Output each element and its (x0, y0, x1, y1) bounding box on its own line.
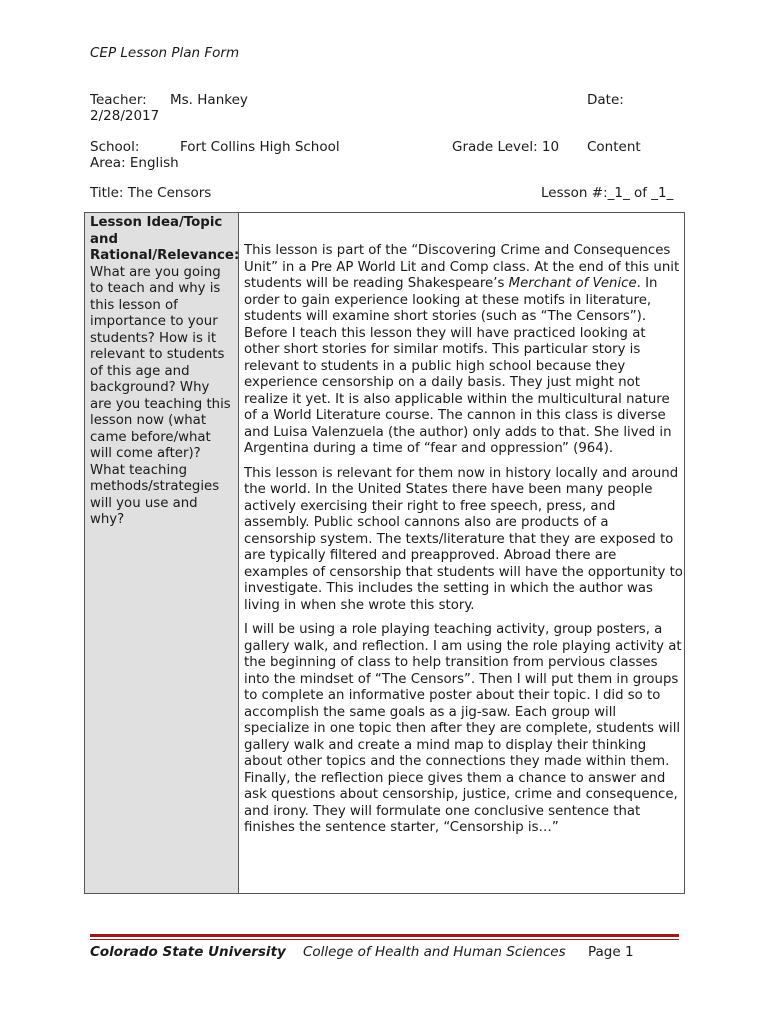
footer-university: Colorado State University (90, 944, 286, 960)
rationale-paragraph-1 (244, 243, 684, 458)
teacher-label: Teacher: (90, 92, 147, 108)
lesson-idea-prompt: What are you going to teach and why is this lesson of importance to your students? How is it relevant to students of this age and background? Why are you teaching this lesson now (what came before/what will come after)? What teaching methods/strategies will you use and why? (90, 264, 231, 527)
lesson-table (84, 212, 685, 894)
date-value: 2/28/2017 (90, 108, 160, 124)
footer-college: College of Health and Human Sciences (303, 944, 566, 960)
lesson-idea-heading: Lesson Idea/Topic and Rational/Relevance: (90, 215, 240, 263)
teacher-name: Ms. Hankey (170, 92, 248, 108)
form-title: CEP Lesson Plan Form (90, 45, 240, 61)
lesson-rationale-cell (244, 243, 684, 845)
lesson-number: Lesson #:_1_ of _1_ (541, 185, 674, 201)
school-label: School: (90, 139, 140, 155)
lesson-title: Title: The Censors (90, 185, 212, 201)
rationale-paragraph-3: I will be using a role playing teaching activity, group posters, a gallery walk, and reflection. I am using the role playing activity at the beginning of class to help transition from pervious classes into the mindset of “The Censors”. Then I will put them in groups to complete an informative poster about their topic. I did so to accomplish the same goals as a jig-saw. Each group will specialize in one topic then after they are complete, students will gallery walk and create a mind map to display their thinking about other topics and the connections they made within them. Finally, the reflection piece gives them a chance to answer and ask questions about censorship, justice, crime and consequence, and irony. They will formulate one conclusive sentence that finishes the sentence starter, “Censorship is…” (244, 622, 682, 835)
footer-rule-thin (90, 939, 679, 940)
school-value: Fort Collins High School (180, 139, 340, 155)
date-label: Date: (587, 92, 624, 108)
lesson-idea-cell (85, 213, 239, 893)
footer-page-number: Page 1 (588, 944, 634, 960)
rationale-paragraph-2: This lesson is relevant for them now in history locally and around the world. In the United States there have been many people actively exercising their right to free speech, press, and assembly. Public school cannons also are products of a censorship system. The texts/literature that they are exposed to are typically filtered and preapproved. Abroad there are examples of censorship that students will have the opportunity to investigate. This includes the setting in which the author was living in when she wrote this story. (244, 465, 683, 613)
p1-text-before: This lesson is part of the “Discovering Crime and Consequences Unit” in a Pre AP World Lit and Comp class. At the end of this unit students will be reading Shakespeare’s (244, 243, 680, 291)
grade-level: Grade Level: 10 (452, 139, 560, 155)
p1-text-after: . In order to gain experience looking at these motifs in literature, students will examine short stories (such as “The Censors”). Before I teach this lesson they will have practiced looking at other short stories for similar motifs. This particular story is relevant to students in a public high school because they experience censorship on a daily basis. They just might not realize it yet. It is also applicable within the multicultural nature of a World Literature course. The cannon in this class is diverse and Luisa Valenzuela (the author) only adds to that. She lived in Argentina during a time of “fear and oppression” (964). (244, 276, 672, 456)
footer-rule-thick (90, 934, 679, 937)
content-label: Content (587, 139, 641, 155)
content-area: Area: English (90, 155, 179, 171)
p1-italic-title: Merchant of Venice (508, 276, 637, 291)
